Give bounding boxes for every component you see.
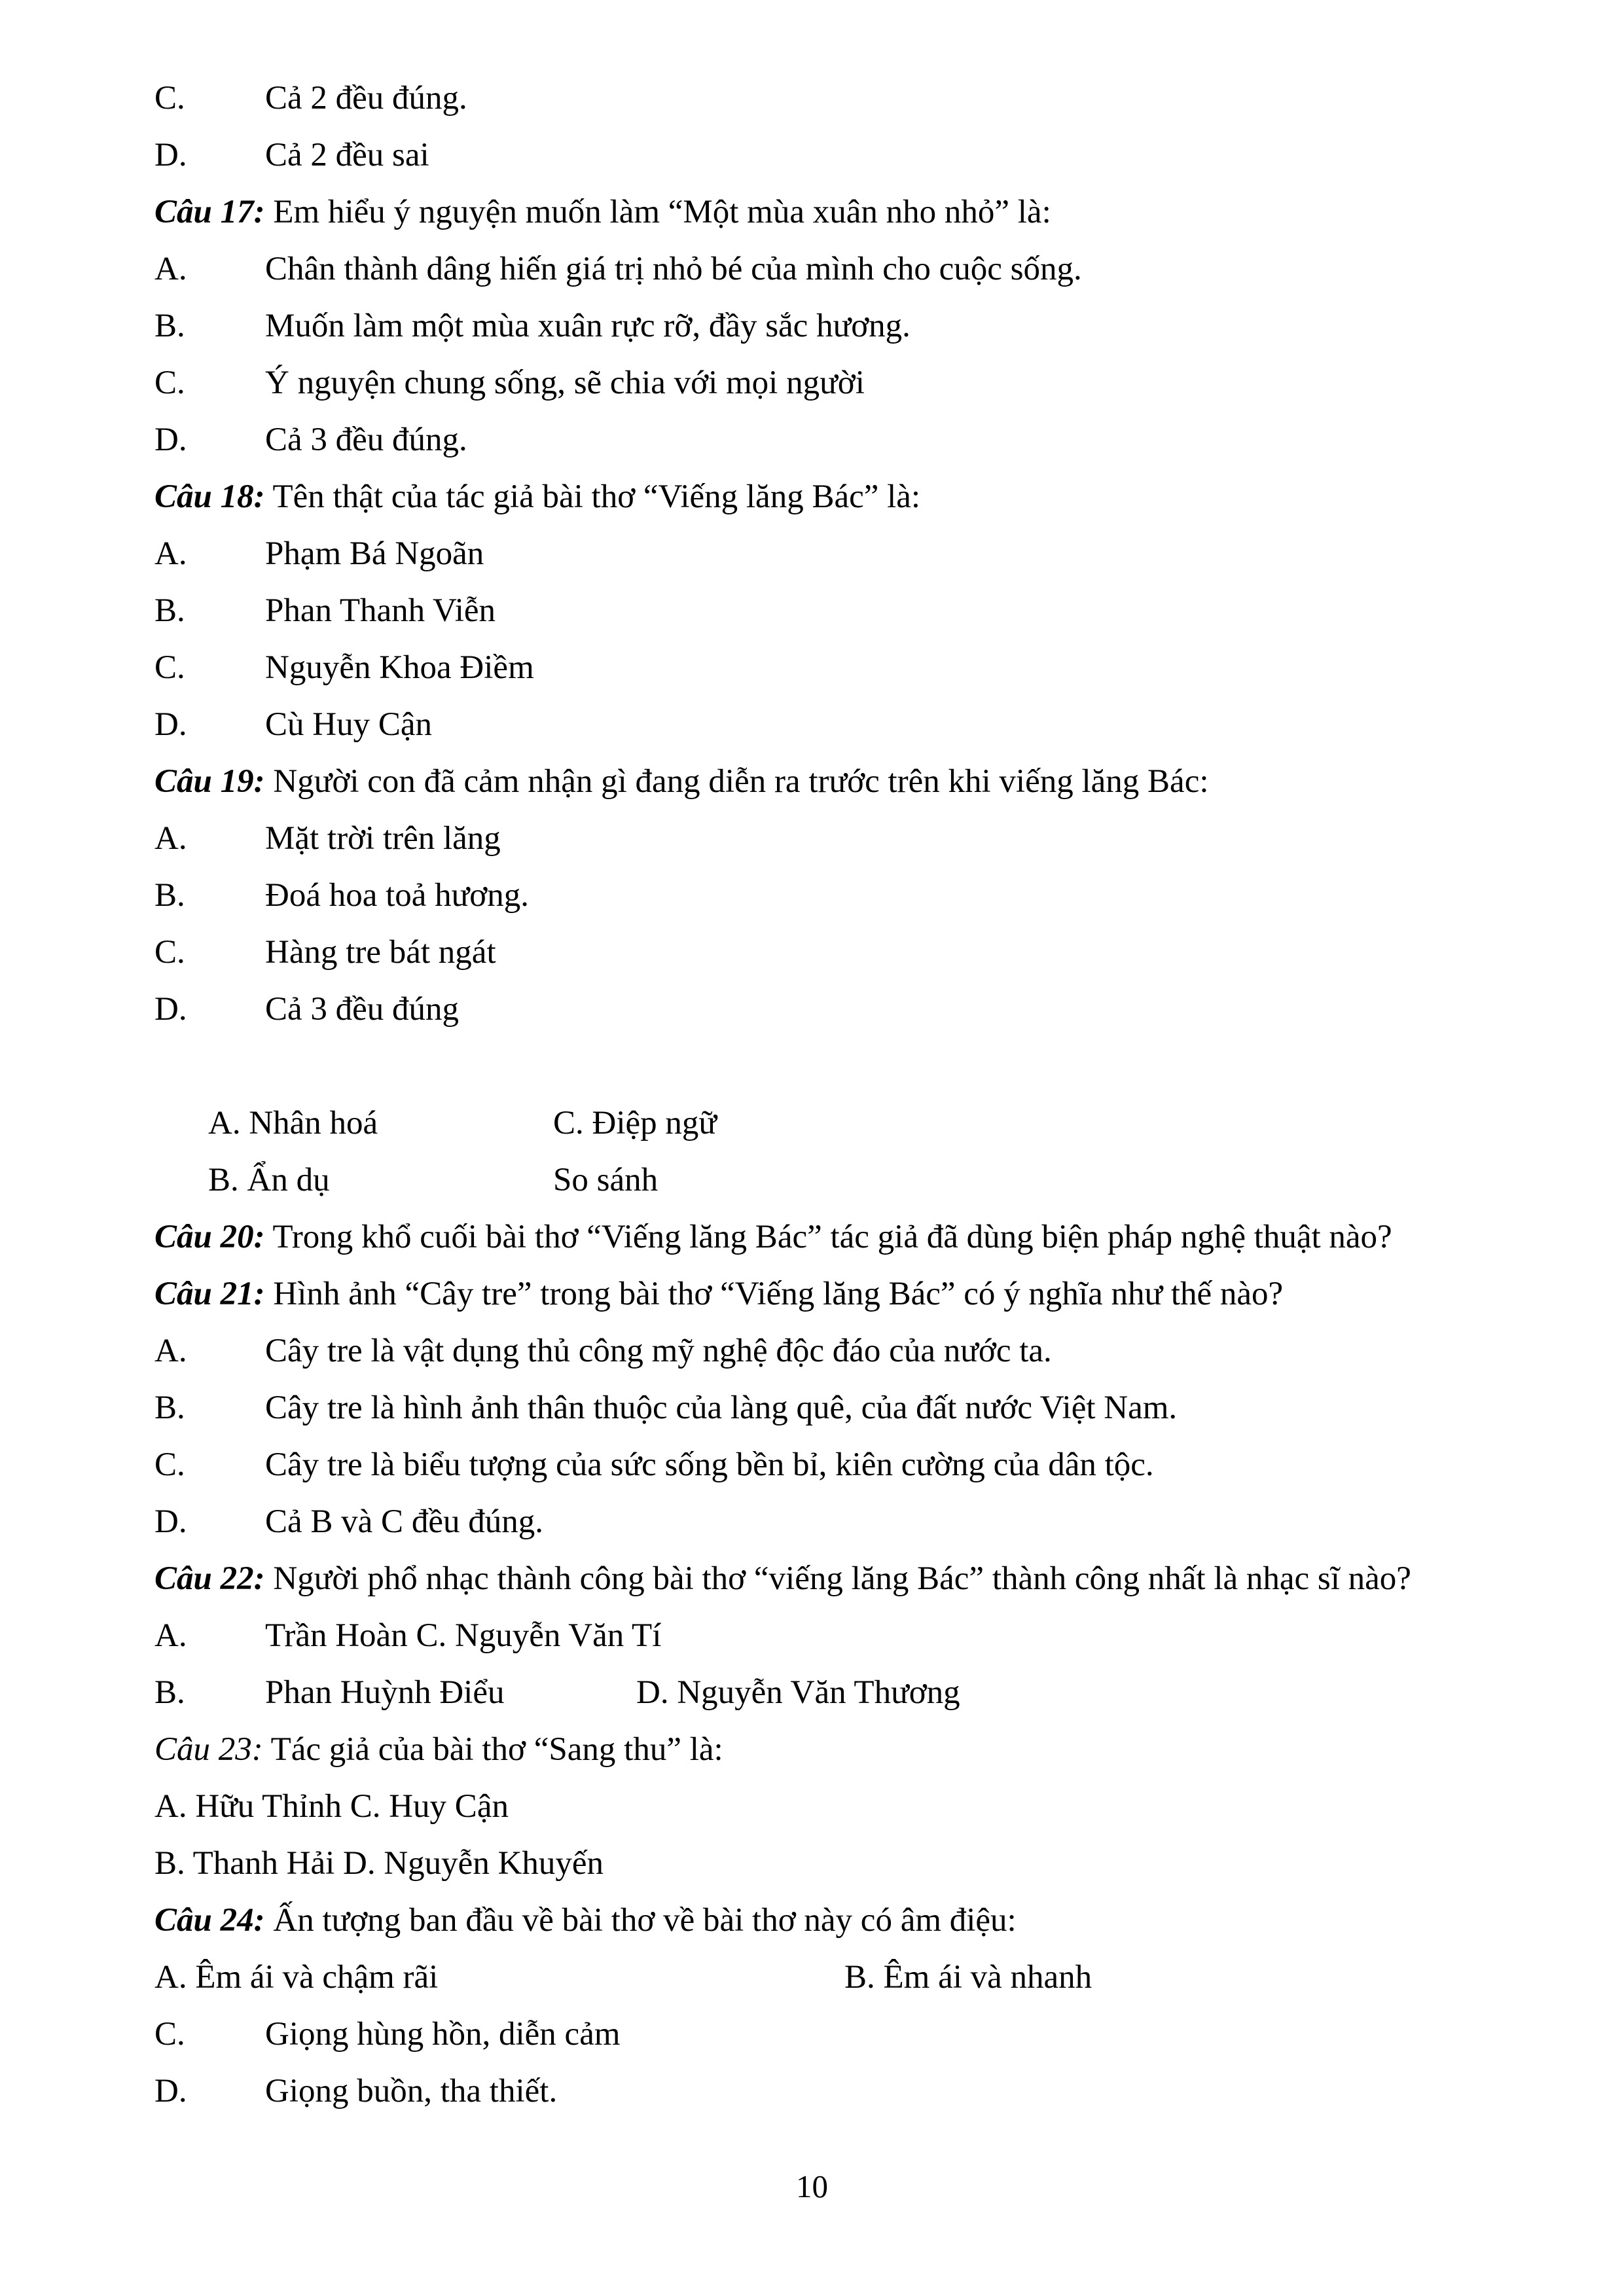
option-letter: B.	[154, 1390, 185, 1426]
option-letter: D.	[154, 422, 187, 458]
question-18	[154, 477, 920, 516]
option-c	[154, 648, 534, 687]
question-label: Câu 24:	[154, 1902, 265, 1939]
option-a-c: A. Hữu Thỉnh C. Huy Cận	[154, 1788, 509, 1825]
option-letter: D.	[154, 706, 187, 743]
option-letter: C.	[154, 365, 185, 401]
option-letter: C.	[154, 2016, 185, 2053]
option-letter: D.	[154, 137, 187, 173]
option-letter: B.	[154, 1674, 185, 1711]
option-text: Phan Huỳnh Điểu	[265, 1674, 505, 1711]
floating-option-a: A. Nhân hoá	[208, 1105, 378, 1141]
floating-option-c: C. Điệp ngữ	[553, 1105, 717, 1141]
option-letter: D.	[154, 991, 187, 1028]
option-a	[154, 819, 501, 858]
option-d	[154, 705, 432, 744]
option-text: Cả 3 đều đúng	[265, 991, 460, 1028]
option-text: Phạm Bá Ngoãn	[265, 535, 484, 572]
floating-option-b: B. Ẩn dụ	[208, 1162, 330, 1198]
option-c	[154, 933, 496, 972]
option-letter: C.	[154, 1446, 185, 1483]
question-19	[154, 762, 1209, 801]
option-text: Giọng hùng hồn, diễn cảm	[265, 2016, 621, 2053]
question-label: Câu 19:	[154, 763, 265, 800]
question-20	[154, 1217, 1392, 1257]
option-text: Cây tre là vật dụng thủ công mỹ nghệ độc đáo của nước ta.	[265, 1333, 1052, 1369]
option-text: Mặt trời trên lăng	[265, 820, 501, 857]
option-letter: A.	[154, 535, 187, 572]
option-text: Cây tre là biểu tượng của sức sống bền bỉ, kiên cường của dân tộc.	[265, 1446, 1154, 1483]
option-text: Cù Huy Cận	[265, 706, 432, 743]
option-text: Cả 2 đều đúng.	[265, 80, 467, 117]
question-22	[154, 1559, 1411, 1598]
floating-option-d: So sánh	[553, 1162, 659, 1198]
option-b	[154, 1388, 1177, 1427]
option-a	[154, 249, 1082, 289]
option-a	[154, 534, 484, 573]
question-text: Hình ảnh “Cây tre” trong bài thơ “Viếng lăng Bác” có ý nghĩa như thế nào?	[264, 1276, 1284, 1312]
option-letter: D.	[154, 2073, 187, 2109]
option-b: B. Êm ái và nhanh	[844, 1959, 1092, 1996]
question-text: Ấn tượng ban đầu về bài thơ về bài thơ này có âm điệu:	[264, 1902, 1017, 1939]
option-letter: A.	[154, 1333, 187, 1369]
option-a	[154, 1616, 661, 1655]
option-letter: B.	[154, 592, 185, 629]
option-d	[154, 990, 459, 1029]
option-b	[154, 306, 911, 346]
option-text: Ý nguyện chung sống, sẽ chia với mọi người	[265, 365, 865, 401]
option-letter: D.	[154, 1503, 187, 1540]
option-text: Phan Thanh Viễn	[265, 592, 496, 629]
option-letter: A.	[154, 1617, 187, 1654]
option-text: Cả 2 đều sai	[265, 137, 429, 173]
option-text: Cả 3 đều đúng.	[265, 422, 467, 458]
option-b	[154, 1673, 504, 1712]
option-text: Nguyễn Khoa Điềm	[265, 649, 534, 686]
option-b	[154, 591, 496, 630]
option-letter: C.	[154, 649, 185, 686]
option-letter: A.	[154, 820, 187, 857]
question-23	[154, 1730, 723, 1769]
option-text: Muốn làm một mùa xuân rực rỡ, đầy sắc hương.	[265, 308, 911, 344]
option-text: Đoá hoa toả hương.	[265, 877, 530, 914]
option-d	[154, 1502, 543, 1541]
option-text: Giọng buồn, tha thiết.	[265, 2073, 558, 2109]
page-number: 10	[796, 2168, 828, 2204]
question-text: Người phổ nhạc thành công bài thơ “viếng lăng Bác” thành công nhất là nhạc sĩ nào?	[264, 1560, 1411, 1597]
question-text: Em hiểu ý nguyện muốn làm “Một mùa xuân nho nhỏ” là:	[264, 194, 1051, 230]
question-17	[154, 192, 1051, 232]
question-text: Trong khổ cuối bài thơ “Viếng lăng Bác” tác giả đã dùng biện pháp nghệ thuật nào?	[264, 1219, 1392, 1255]
option-text: Trần Hoàn C. Nguyễn Văn Tí	[265, 1617, 662, 1654]
question-label: Câu 20:	[154, 1219, 265, 1255]
option-c	[154, 1445, 1154, 1484]
question-label: Câu 21:	[154, 1276, 265, 1312]
option-c	[154, 363, 865, 403]
option-b	[154, 876, 529, 915]
option-letter: A.	[154, 251, 187, 287]
option-text: Hàng tre bát ngát	[265, 934, 496, 971]
option-d	[154, 135, 429, 175]
option-text: Chân thành dâng hiến giá trị nhỏ bé của mình cho cuộc sống.	[265, 251, 1082, 287]
option-d	[154, 420, 467, 459]
option-c	[154, 2015, 621, 2054]
option-letter: B.	[154, 308, 185, 344]
question-text: Người con đã cảm nhận gì đang diễn ra trước trên khi viếng lăng Bác:	[264, 763, 1209, 800]
question-label: Câu 23:	[154, 1731, 263, 1768]
option-text: Cả B và C đều đúng.	[265, 1503, 543, 1540]
option-c	[154, 79, 467, 118]
option-a	[154, 1331, 1052, 1371]
option-d	[154, 2072, 557, 2111]
option-letter: B.	[154, 877, 185, 914]
question-21	[154, 1274, 1283, 1314]
question-label: Câu 17:	[154, 194, 265, 230]
option-text: Cây tre là hình ảnh thân thuộc của làng quê, của đất nước Việt Nam.	[265, 1390, 1178, 1426]
option-letter: C.	[154, 934, 185, 971]
option-letter: C.	[154, 80, 185, 117]
option-d: D. Nguyễn Văn Thương	[636, 1674, 960, 1711]
question-24	[154, 1901, 1017, 1940]
question-label: Câu 22:	[154, 1560, 265, 1597]
question-text: Tác giả của bài thơ “Sang thu” là:	[262, 1731, 723, 1768]
question-text: Tên thật của tác giả bài thơ “Viếng lăng Bác” là:	[264, 478, 921, 515]
option-b-d: B. Thanh Hải D. Nguyễn Khuyến	[154, 1845, 604, 1882]
option-a: A. Êm ái và chậm rãi	[154, 1959, 439, 1996]
question-label: Câu 18:	[154, 478, 265, 515]
